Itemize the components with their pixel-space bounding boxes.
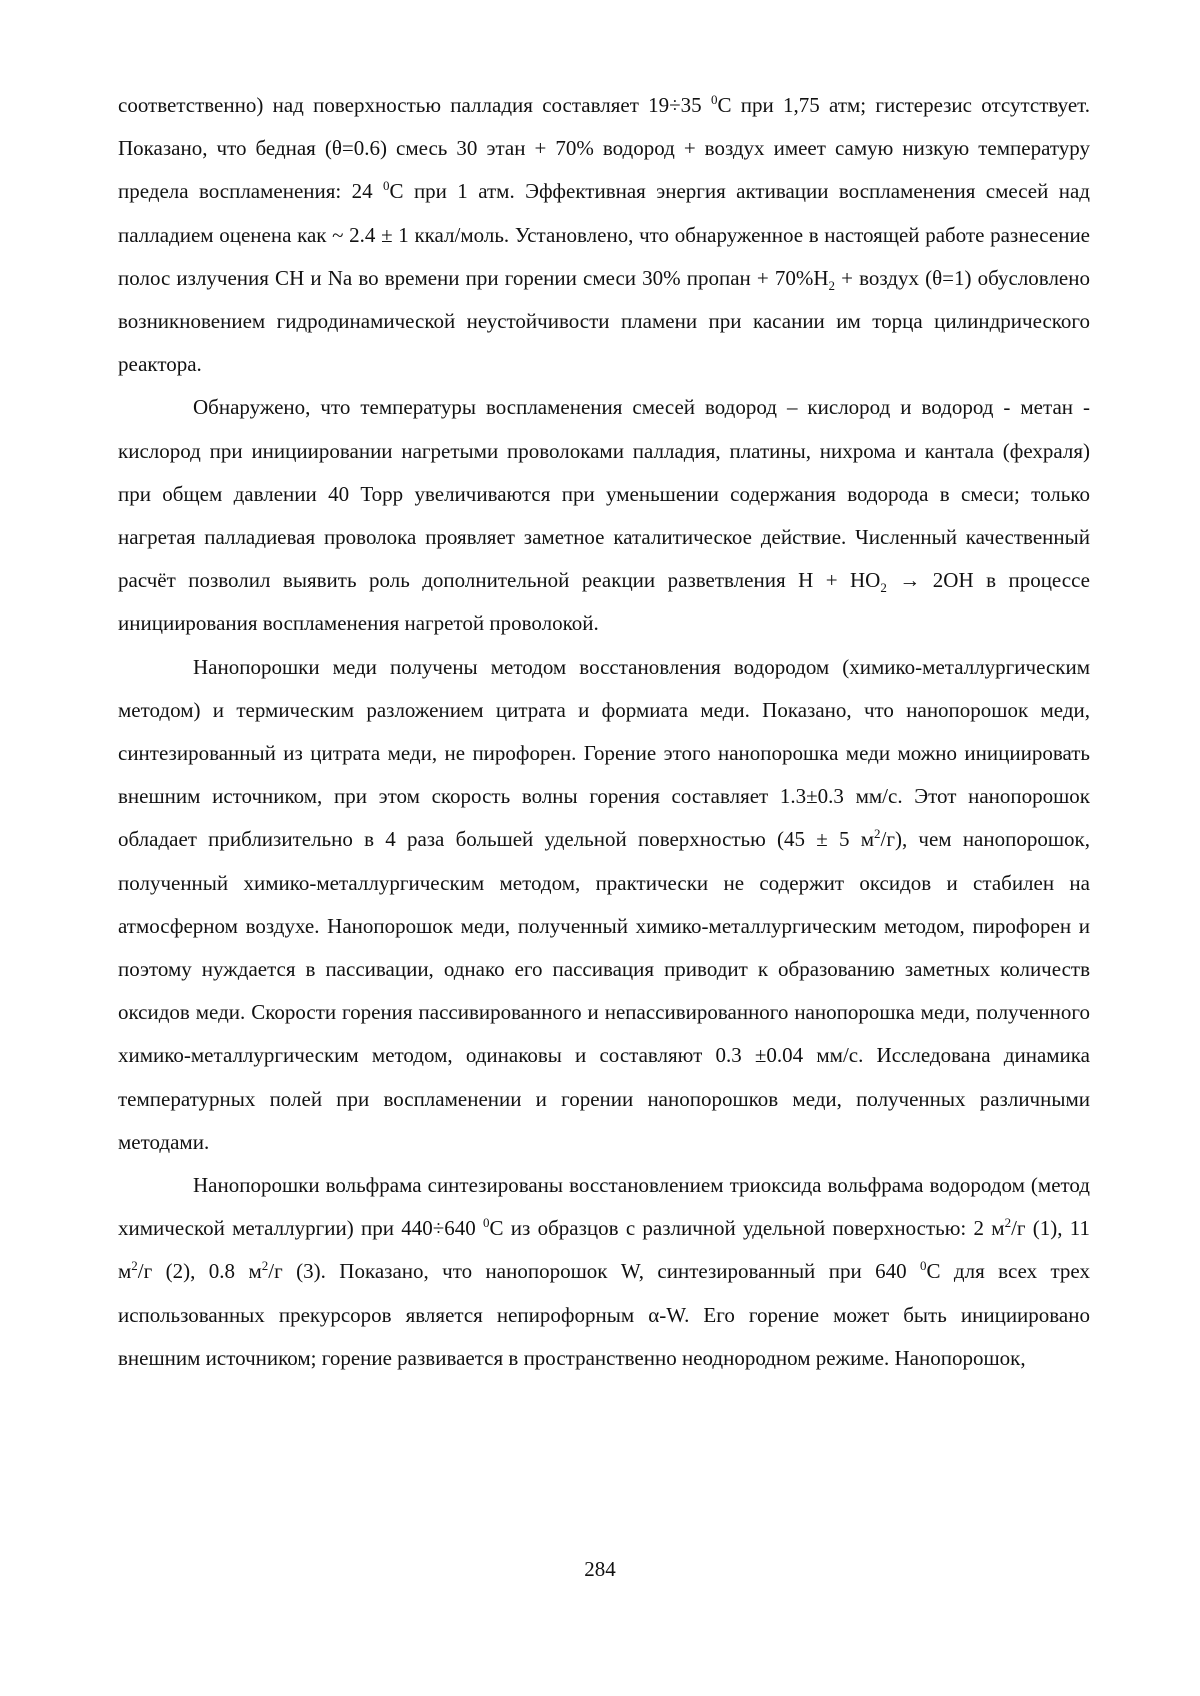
superscript: 0 (383, 178, 390, 194)
text-segment: /г), чем нанопорошок, полученный химико-металлургическим методом, практически не содержит оксидов и стабилен на атмосферном воздухе. Нанопорошок меди, полученный химико-металлургическим методом, пирофорен и поэтому нуждается в пассивации, однако его пассивация приводит к образованию заметных количеств оксидов меди. Скорости горения пассивированного и непассивированного нанопорошка меди, полученного химико-металлургическим методом, одинаковы и составляют 0.3 ±0.04 мм/с. Исследована динамика температурных полей при воспламенении и горении нанопорошков меди, полученных различными методами. (118, 827, 1090, 1154)
page-number: 284 (584, 1557, 616, 1581)
superscript: 0 (920, 1258, 927, 1274)
superscript: 0 (710, 92, 718, 107)
superscript: 0 (483, 1215, 490, 1231)
text-segment: Нанопорошки меди получены методом восстановления водородом (химико-металлургическим методом) и термическим разложением цитрата и формиата меди. Показано, что нанопорошок меди, синтезированный из цитрата меди, не пирофорен. Горение этого нанопорошка меди можно инициировать внешним источником, при этом скорость волны горения составляет 1.3±0.3 мм/с. Этот нанопорошок обладает приблизительно в 4 раза большей удельной поверхностью (45 ± 5 м (118, 654, 1090, 852)
superscript: 2 (1004, 1215, 1012, 1231)
document-body (118, 84, 1090, 1380)
text-segment: Нанопорошки вольфрама синтезированы восстановлением триоксида вольфрама водородом (метод химической металлургии) при 440÷640 (118, 1173, 1090, 1241)
text-segment: /г (1), 11 м (118, 1216, 1090, 1284)
text-segment: С для всех трех использованных прекурсоров является непирофорным α-W. Его горение может быть инициировано внешним источником; горение развивается в пространственно неоднородном режиме. Нанопорошок, (118, 1259, 1090, 1370)
paragraph-4 (118, 1164, 1090, 1380)
subscript: 2 (828, 278, 836, 293)
paragraph-3 (118, 646, 1090, 1164)
text-segment: → 2OH в процессе инициирования воспламенения нагретой проволокой. (118, 568, 1090, 636)
superscript: 2 (131, 1258, 138, 1274)
text-segment: + воздух (θ=1) обусловлено возникновением гидродинамической неустойчивости пламени при касании им торца цилиндрического реактора. (118, 265, 1090, 377)
text-segment: Обнаружено, что температуры воспламенения смесей водород – кислород и водород - метан - кислород при инициировании нагретыми проволоками палладия, платины, нихрома и кантала (фехраля) при общем давлении 40 Торр увеличиваются при уменьшении содержания водорода в смеси; только нагретая палладиевая проволока проявляет заметное каталитическое действие. Численный качественный расчёт позволил выявить роль дополнительной реакции разветвления H + HO (118, 395, 1090, 593)
text-segment: /г (2), 0.8 м (137, 1259, 262, 1284)
paragraph-2 (118, 386, 1090, 645)
text-segment: /г (3). Показано, что нанопорошок W, синтезированный при 640 (268, 1259, 921, 1284)
text-segment: С при 1 атм. Эффективная энергия активации воспламенения смесей над палладием оценена как ~ 2.4 ± 1 ккал/моль. Установлено, что обнаруженное в настоящей работе разнесение полос излучения CH и Na во времени при горении смеси 30% пропан + 70%H (118, 179, 1090, 290)
text-segment: С из образцов с различной удельной поверхностью: 2 м (489, 1216, 1005, 1241)
paragraph-1 (118, 84, 1090, 386)
subscript: 2 (880, 580, 887, 596)
text-segment: С при 1,75 атм; гистерезис отсутствует. Показано, что бедная (θ=0.6) смесь 30 этан + 70% водород + воздух имеет самую низкую температуру предела воспламенения: 24 (118, 93, 1090, 204)
superscript: 2 (261, 1258, 269, 1274)
superscript: 2 (874, 826, 881, 842)
text-segment: соответственно) над поверхностью палладия составляет 19÷35 (118, 93, 711, 117)
